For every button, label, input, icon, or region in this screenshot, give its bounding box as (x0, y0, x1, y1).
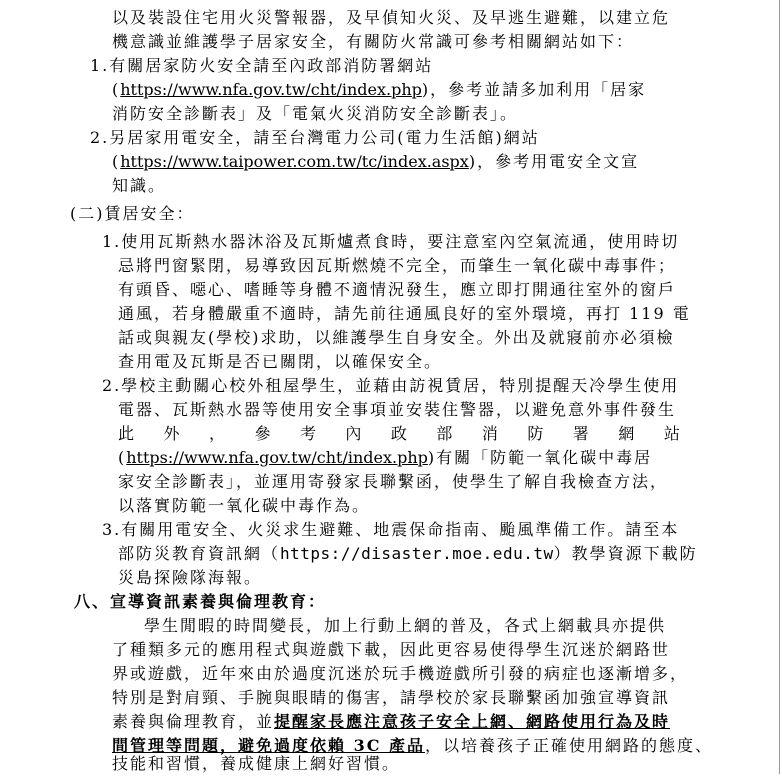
paren-open: ( (112, 152, 121, 171)
emphasis-text: 提醒家長應注意孩子安全上網、網路使用行為及時 (274, 712, 671, 731)
text-segment: 素養與倫理教育，並 (112, 712, 275, 731)
text-line: 查用電及瓦斯是否已關閉，以確保安全。 (118, 352, 443, 371)
text-line: 了種類多元的應用程式與遊戲下載，因此更容易使得學生沉迷於網路世 (112, 640, 671, 659)
text-line: 話或與親友(學校)求助，以維護學生自身安全。外出及就寢前亦必須檢 (118, 328, 675, 347)
list-item-1-text: 1.使用瓦斯熱水器沐浴及瓦斯爐煮食時，要注意室內空氣流通，使用時切 (102, 232, 680, 251)
text-line: 以落實防範一氧化碳中毒作為。 (118, 496, 371, 515)
word: 參 (254, 424, 273, 443)
text-line (118, 542, 698, 566)
text-line: 家安全診斷表」，並運用寄發家長聯繫函，使學生了解自我檢查方法， (118, 472, 669, 491)
text-line: 消防安全診斷表」及「電氣火災消防安全診斷表」。 (112, 104, 519, 123)
word: ， (208, 424, 227, 443)
text-line: 災島探險隊海報。 (118, 568, 263, 587)
paren-open: ( (112, 80, 121, 99)
word: 政 (390, 424, 409, 443)
text-line: 忌將門窗緊閉，易導致因瓦斯燃燒不完全，而肇生一氧化碳中毒事件； (118, 256, 677, 275)
word: 考 (299, 424, 318, 443)
word: 部 (436, 424, 455, 443)
text-line: 通風，若身體嚴重不適時，請先前往通風良好的室外環境，再打 119 電 (118, 304, 691, 323)
text-line: 界或遊戲，近年來由於過度沉迷於玩手機遊戲所引發的病症也逐漸增多， (112, 664, 689, 683)
text-segment: 部防災教育資訊網（ (118, 544, 281, 563)
word: 此 (118, 424, 137, 443)
emphasis-text: 間管理等問題，避免過度依賴 3C 產品 (112, 736, 426, 755)
text-line: 電器、瓦斯熱水器等使用安全事項並安裝住警器，以避免意外事件發生 (118, 400, 677, 419)
text-segment: ，以培養孩子正確使用網路的態度、 (425, 736, 714, 755)
nfa-link[interactable]: https://www.nfa.gov.tw/cht/index.php (120, 80, 422, 99)
list-item-3-text: 3.有關用電安全、火災求生避難、地震保命指南、颱風準備工作。請至本 (102, 520, 680, 539)
text-segment: )有關「防範一氧化碳中毒居 (427, 448, 653, 467)
word: 消 (481, 424, 500, 443)
word: 防 (527, 424, 546, 443)
disaster-edu-url[interactable]: https://disaster.moe.edu.tw (280, 544, 554, 563)
text-line (112, 78, 646, 102)
section-heading-rental-safety: (二)賃居安全： (70, 204, 195, 223)
text-line (112, 710, 670, 734)
word: 站 (663, 424, 682, 443)
list-item-2-title: 2.另居家用電安全，請至台灣電力公司(電力生活館)網站 (90, 128, 540, 147)
list-item-1-title: 1.有關居家防火安全請至內政部消防署網站 (90, 56, 434, 75)
text-line: 機意識並維護學子居家安全，有關防火常識可參考相關網站如下： (112, 32, 635, 51)
text-line (118, 446, 652, 470)
word: 內 (345, 424, 364, 443)
word: 署 (572, 424, 591, 443)
nfa-link[interactable]: https://www.nfa.gov.tw/cht/index.php (126, 448, 428, 467)
text-line: 以及裝設住宅用火災警報器，及早偵知火災、及早逃生避難，以建立危 (112, 8, 671, 27)
list-item-2-text: 2.學校主動關心校外租屋學生，並藉由訪視賃居，特別提醒天冷學生使用 (102, 376, 680, 395)
word: 外 (163, 424, 182, 443)
text-segment: ）教學資源下載防 (553, 544, 698, 563)
text-line: 特別是對肩頸、手腕與眼睛的傷害，請學校於家長聯繫函加強宣導資訊 (112, 688, 671, 707)
text-line: 知識。 (112, 176, 167, 195)
text-line (112, 150, 639, 174)
paren-open: ( (118, 448, 127, 467)
section-heading-info-literacy: 八、宣導資訊素養與倫理教育： (74, 592, 327, 611)
text-line: 有頭昏、噁心、嗜睡等身體不適情況發生，應立即打開通往室外的窗戶 (118, 280, 677, 299)
justified-line (118, 422, 682, 446)
text-line: 技能和習慣，養成健康上網好習慣。 (112, 754, 401, 773)
taipower-link[interactable]: https://www.taipower.com.tw/tc/index.aspx (120, 152, 469, 171)
text-segment: )，參考並請多加利用「居家 (421, 80, 647, 99)
text-segment: )，參考用電安全文宣 (468, 152, 640, 171)
paragraph-first-line: 學生閒暇的時間變長，加上行動上網的普及，各式上網載具亦提供 (144, 616, 667, 635)
word: 網 (618, 424, 637, 443)
